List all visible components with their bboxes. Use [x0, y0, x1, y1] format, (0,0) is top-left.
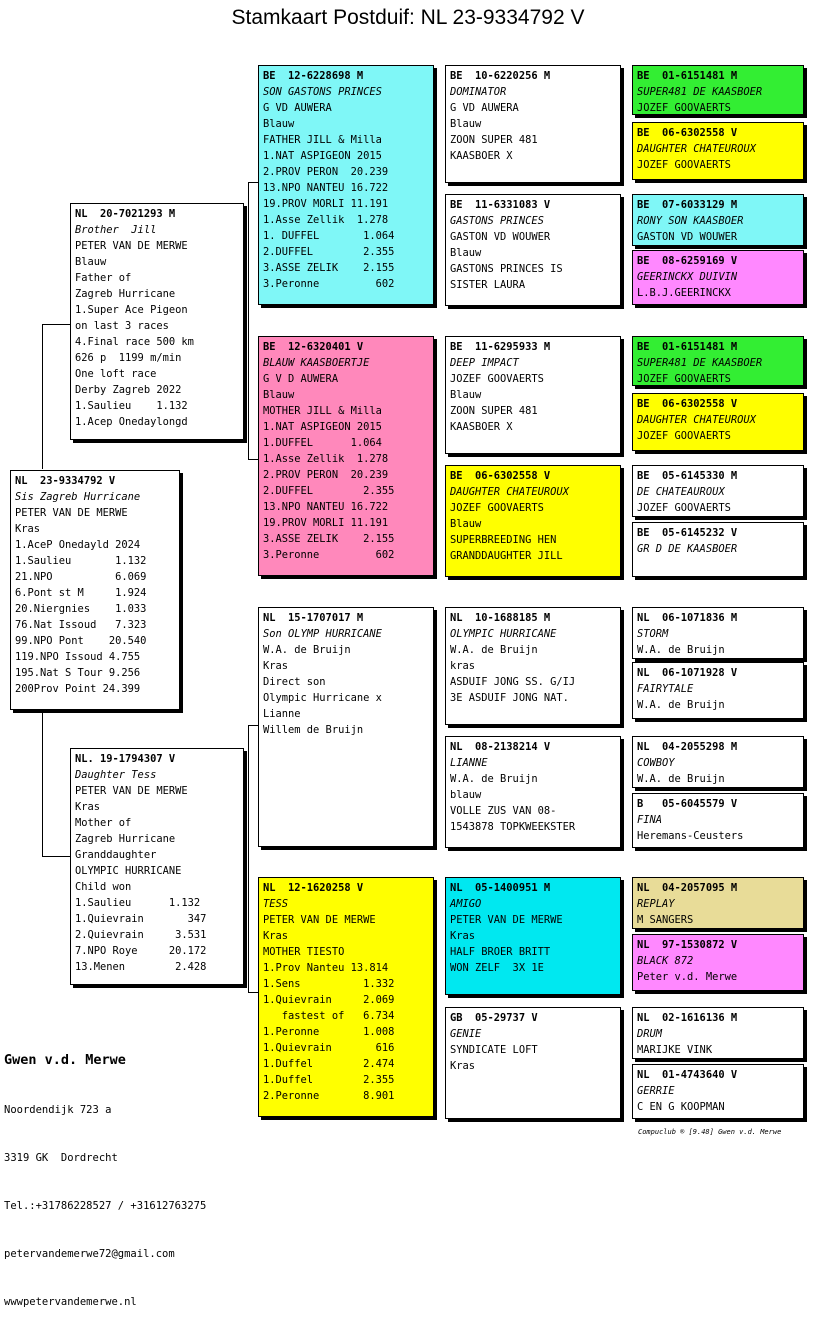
pigeon-name: DRUM [637, 1028, 663, 1040]
pigeon-name: STORM [637, 628, 669, 640]
pigeon-name: DOMINATOR [450, 86, 507, 98]
pedigree-card-mm [258, 877, 434, 1117]
pigeon-info-line: SISTER LAURA [450, 279, 526, 291]
pigeon-info-line: 1.Sens 1.332 [263, 978, 395, 990]
pedigree-card-g15 [632, 1007, 804, 1059]
pedigree-card-g16 [632, 1064, 804, 1119]
pigeon-info-line: 2.Quievrain 3.531 [75, 929, 207, 941]
connector [248, 182, 249, 460]
pigeon-info-line: 2.Peronne 8.901 [263, 1090, 395, 1102]
pigeon-info-line: 1.DUFFEL 1.064 [263, 437, 382, 449]
pigeon-info-line: SUPERBREEDING HEN [450, 534, 557, 546]
ring-number: BE 07-6033129 M [637, 199, 738, 211]
pigeon-info-line: 1.Quievrain 2.069 [263, 994, 395, 1006]
pigeon-name: DAUGHTER CHATEUROUX [637, 414, 756, 426]
pigeon-info-line: 626 p 1199 m/min [75, 352, 182, 364]
pedigree-card-g2 [632, 122, 804, 180]
pigeon-info-line: MOTHER JILL & Milla [263, 405, 382, 417]
pigeon-name: Son OLYMP HURRICANE [263, 628, 382, 640]
pigeon-info-line: WON ZELF 3X 1E [450, 962, 544, 974]
connector [42, 708, 43, 856]
pigeon-info-line: One loft race [75, 368, 157, 380]
pigeon-info-line: ZOON SUPER 481 [450, 134, 538, 146]
pigeon-name: BLAUW KAASBOERTJE [263, 357, 370, 369]
owner-address-line: Noordendijk 723 a [4, 1104, 112, 1116]
pigeon-info-line: 1.Super Ace Pigeon [75, 304, 188, 316]
pigeon-info-line: Mother of [75, 817, 132, 829]
pigeon-info-line: 4.Final race 500 km [75, 336, 194, 348]
pigeon-info-line: 1.Quievrain 347 [75, 913, 207, 925]
pigeon-info-line: Blauw [263, 389, 295, 401]
ring-number: NL 02-1616136 M [637, 1012, 738, 1024]
pigeon-info-line: 119.NPO Issoud 4.755 [15, 651, 141, 663]
connector [248, 725, 258, 726]
connector [42, 324, 43, 469]
pigeon-info-line: MOTHER TIESTO [263, 946, 345, 958]
pigeon-info-line: 13.Menen 2.428 [75, 961, 207, 973]
pigeon-info-line: JOZEF GOOVAERTS [450, 373, 544, 385]
pigeon-info-line: 1.Peronne 1.008 [263, 1026, 395, 1038]
pigeon-info-line: 1.Saulieu 1.132 [15, 555, 147, 567]
pigeon-info-line: 1.Acep Onedaylongd [75, 416, 188, 428]
pedigree-card-fmf [445, 336, 621, 454]
pigeon-info-line: 2.PROV PERON 20.239 [263, 469, 389, 481]
pigeon-info-line: Kras [263, 930, 289, 942]
pigeon-name: COWBOY [637, 757, 675, 769]
pigeon-info-line: 200Prov Point 24.399 [15, 683, 141, 695]
pigeon-name: BLACK 872 [637, 955, 694, 967]
ring-number: NL 05-1400951 M [450, 882, 551, 894]
pigeon-info-line: 1.AceP Onedayld 2024 [15, 539, 141, 551]
ring-number: BE 12-6320401 V [263, 341, 364, 353]
pigeon-info-line: 6.Pont st M 1.924 [15, 587, 147, 599]
pigeon-info-line: Child won [75, 881, 132, 893]
pigeon-name: DE CHATEAUROUX [637, 486, 725, 498]
ring-number: BE 11-6295933 M [450, 341, 551, 353]
pigeon-info-line: GASTON VD WOUWER [637, 231, 738, 243]
pigeon-info-line: 19.PROV MORLI 11.191 [263, 198, 389, 210]
pigeon-name: SON GASTONS PRINCES [263, 86, 382, 98]
pedigree-card-fff [445, 65, 621, 183]
ring-number: NL 01-4743640 V [637, 1069, 738, 1081]
ring-number: BE 01-6151481 M [637, 70, 738, 82]
pigeon-info-line: Zagreb Hurricane [75, 288, 176, 300]
pedigree-card-g6 [632, 393, 804, 451]
ring-number: B 05-6045579 V [637, 798, 738, 810]
pigeon-info-line: JOZEF GOOVAERTS [637, 502, 731, 514]
pigeon-name: OLYMPIC HURRICANE [450, 628, 557, 640]
pigeon-info-line: Kras [450, 930, 476, 942]
pigeon-info-line: Blauw [263, 118, 295, 130]
pedigree-card-g9 [632, 607, 804, 659]
pedigree-card-g10 [632, 662, 804, 719]
pigeon-info-line: ZOON SUPER 481 [450, 405, 538, 417]
pigeon-info-line: JOZEF GOOVAERTS [637, 430, 731, 442]
pedigree-card-fm [258, 336, 434, 576]
pigeon-info-line: MARIJKE VINK [637, 1044, 713, 1056]
pigeon-info-line: W.A. de Bruijn [450, 644, 538, 656]
ring-number: BE 08-6259169 V [637, 255, 738, 267]
pigeon-info-line: HALF BROER BRITT [450, 946, 551, 958]
pedigree-card-father [70, 203, 244, 440]
pigeon-info-line: 1543878 TOPKWEEKSTER [450, 821, 576, 833]
pigeon-info-line: Kras [15, 523, 41, 535]
pigeon-info-line: 7.NPO Roye 20.172 [75, 945, 207, 957]
pigeon-info-line: 3.ASSE ZELIK 2.155 [263, 262, 395, 274]
pigeon-info-line: 1.Saulieu 1.132 [75, 897, 201, 909]
pedigree-card-g3 [632, 194, 804, 246]
pigeon-name: Sis Zagreb Hurricane [15, 491, 141, 503]
pigeon-info-line: 2.PROV PERON 20.239 [263, 166, 389, 178]
footer-credit: Compuclub ® [9.48] Gwen v.d. Merwe [638, 1128, 782, 1136]
pigeon-name: GENIE [450, 1028, 482, 1040]
pigeon-info-line: Willem de Bruijn [263, 724, 364, 736]
connector [248, 182, 258, 183]
ring-number: NL 23-9334792 V [15, 475, 116, 487]
pigeon-info-line: kras [450, 660, 476, 672]
pigeon-info-line: Blauw [450, 247, 482, 259]
pigeon-info-line: on last 3 races [75, 320, 169, 332]
ring-number: BE 12-6228698 M [263, 70, 364, 82]
pigeon-info-line: KAASBOER X [450, 150, 513, 162]
pigeon-info-line: FATHER JILL & Milla [263, 134, 382, 146]
pigeon-info-line: JOZEF GOOVAERTS [450, 502, 544, 514]
pigeon-info-line: GASTONS PRINCES IS [450, 263, 563, 275]
connector [42, 856, 70, 857]
pigeon-info-line: 2.DUFFEL 2.355 [263, 246, 395, 258]
ring-number: BE 06-6302558 V [450, 470, 551, 482]
ring-number: BE 06-6302558 V [637, 127, 738, 139]
pigeon-info-line: 19.PROV MORLI 11.191 [263, 517, 389, 529]
ring-number: NL 04-2055298 M [637, 741, 738, 753]
owner-address-line: 3319 GK Dordrecht [4, 1152, 118, 1164]
pigeon-info-line: Peter v.d. Merwe [637, 971, 738, 983]
pigeon-info-line: 76.Nat Issoud 7.323 [15, 619, 147, 631]
pigeon-info-line: 1.Asse Zellik 1.278 [263, 453, 389, 465]
ring-number: NL. 19-1794307 V [75, 753, 176, 765]
page-title: Stamkaart Postduif: NL 23-9334792 V [231, 6, 585, 29]
pigeon-info-line: 1.NAT ASPIGEON 2015 [263, 150, 382, 162]
pigeon-info-line: 1.NAT ASPIGEON 2015 [263, 421, 382, 433]
pigeon-info-line: PETER VAN DE MERWE [75, 240, 188, 252]
pedigree-card-mother [70, 748, 244, 985]
pigeon-info-line: G VD AUWERA [263, 102, 332, 114]
ring-number: NL 04-2057095 M [637, 882, 738, 894]
pigeon-info-line: 195.Nat S Tour 9.256 [15, 667, 141, 679]
pedigree-card-g13 [632, 877, 804, 929]
pigeon-info-line: PETER VAN DE MERWE [450, 914, 563, 926]
pigeon-info-line: Granddaughter [75, 849, 157, 861]
ring-number: BE 05-6145232 V [637, 527, 738, 539]
ring-number: BE 11-6331083 V [450, 199, 551, 211]
pigeon-info-line: SYNDICATE LOFT [450, 1044, 538, 1056]
ring-number: NL 06-1071928 V [637, 667, 738, 679]
pigeon-name: DAUGHTER CHATEUROUX [637, 143, 756, 155]
pigeon-info-line: KAASBOER X [450, 421, 513, 433]
pigeon-info-line: GASTON VD WOUWER [450, 231, 551, 243]
pigeon-info-line: 1.Duffel 2.474 [263, 1058, 395, 1070]
pigeon-info-line: Kras [450, 1060, 476, 1072]
pigeon-info-line: W.A. de Bruijn [637, 699, 725, 711]
pigeon-name: GEERINCKX DUIVIN [637, 271, 738, 283]
connector [42, 324, 70, 325]
ring-number: BE 05-6145330 M [637, 470, 738, 482]
pigeon-name: DEEP IMPACT [450, 357, 519, 369]
pedigree-card-g4 [632, 250, 804, 305]
pigeon-name: Daughter Tess [75, 769, 157, 781]
owner-block [4, 1018, 206, 1326]
pedigree-card-mmf [445, 877, 621, 995]
pigeon-name: GERRIE [637, 1085, 675, 1097]
ring-number: NL 10-1688185 M [450, 612, 551, 624]
pigeon-info-line: GRANDDAUGHTER JILL [450, 550, 563, 562]
pigeon-info-line: 3E ASDUIF JONG NAT. [450, 692, 569, 704]
pigeon-info-line: Lianne [263, 708, 301, 720]
ring-number: NL 20-7021293 M [75, 208, 176, 220]
pigeon-info-line: 3.ASSE ZELIK 2.155 [263, 533, 395, 545]
ring-number: BE 10-6220256 M [450, 70, 551, 82]
pigeon-info-line: VOLLE ZUS VAN 08- [450, 805, 557, 817]
pigeon-info-line: blauw [450, 789, 482, 801]
pigeon-info-line: JOZEF GOOVAERTS [637, 373, 731, 385]
pedigree-card-mfm [445, 736, 621, 848]
ring-number: NL 06-1071836 M [637, 612, 738, 624]
pigeon-info-line: 3.Peronne 602 [263, 549, 395, 561]
pigeon-name: FAIRYTALE [637, 683, 694, 695]
pigeon-info-line: L.B.J.GEERINCKX [637, 287, 731, 299]
pedigree-card-g7 [632, 465, 804, 517]
pigeon-info-line: 1.Asse Zellik 1.278 [263, 214, 389, 226]
pedigree-card-g8 [632, 522, 804, 577]
pigeon-name: REPLAY [637, 898, 675, 910]
pigeon-name: GR D DE KAASBOER [637, 543, 738, 555]
pedigree-card-g14 [632, 934, 804, 991]
pigeon-info-line: W.A. de Bruijn [263, 644, 351, 656]
pedigree-card-mmm [445, 1007, 621, 1119]
pigeon-info-line: ASDUIF JONG SS. G/IJ [450, 676, 576, 688]
pigeon-info-line: W.A. de Bruijn [450, 773, 538, 785]
pigeon-info-line: Blauw [450, 118, 482, 130]
pigeon-info-line: 3.Peronne 602 [263, 278, 395, 290]
pigeon-info-line: G VD AUWERA [450, 102, 519, 114]
pigeon-info-line: Olympic Hurricane x [263, 692, 382, 704]
pigeon-info-line: OLYMPIC HURRICANE [75, 865, 182, 877]
ring-number: BE 01-6151481 M [637, 341, 738, 353]
pigeon-info-line: PETER VAN DE MERWE [263, 914, 376, 926]
pigeon-info-line: Heremans-Ceusters [637, 830, 744, 842]
ring-number: NL 08-2138214 V [450, 741, 551, 753]
ring-number: NL 97-1530872 V [637, 939, 738, 951]
owner-name: Gwen v.d. Merwe [4, 1052, 126, 1068]
pigeon-info-line: 21.NPO 6.069 [15, 571, 147, 583]
pigeon-info-line: 2.DUFFEL 2.355 [263, 485, 395, 497]
pigeon-info-line: C EN G KOOPMAN [637, 1101, 725, 1113]
ring-number: GB 05-29737 V [450, 1012, 538, 1024]
pedigree-card-subject [10, 470, 180, 710]
owner-email[interactable]: petervandemerwe72@gmail.com [4, 1248, 175, 1260]
pedigree-card-fmm [445, 465, 621, 577]
pigeon-info-line: 99.NPO Pont 20.540 [15, 635, 147, 647]
pigeon-name: RONY SON KAASBOER [637, 215, 744, 227]
owner-phone: Tel.:+31786228527 / +31612763275 [4, 1200, 207, 1212]
pigeon-name: AMIGO [450, 898, 482, 910]
pedigree-card-g12 [632, 793, 804, 848]
pigeon-info-line: Father of [75, 272, 132, 284]
pigeon-info-line: Zagreb Hurricane [75, 833, 176, 845]
pigeon-info-line: JOZEF GOOVAERTS [637, 159, 731, 171]
pigeon-info-line: Blauw [450, 389, 482, 401]
connector [248, 725, 249, 993]
pedigree-card-g1 [632, 65, 804, 115]
connector [248, 459, 258, 460]
pigeon-name: FINA [637, 814, 663, 826]
pigeon-info-line: G V D AUWERA [263, 373, 339, 385]
pigeon-info-line: 1.Duffel 2.355 [263, 1074, 395, 1086]
pigeon-info-line: Kras [75, 801, 101, 813]
pigeon-info-line: PETER VAN DE MERWE [15, 507, 128, 519]
pigeon-info-line: 1.Quievrain 616 [263, 1042, 395, 1054]
pigeon-name: DAUGHTER CHATEUROUX [450, 486, 569, 498]
pigeon-info-line: Direct son [263, 676, 326, 688]
pigeon-info-line: Kras [263, 660, 289, 672]
pigeon-info-line: 13.NPO NANTEU 16.722 [263, 501, 389, 513]
pigeon-name: TESS [263, 898, 289, 910]
pigeon-name: LIANNE [450, 757, 488, 769]
pigeon-info-line: Derby Zagreb 2022 [75, 384, 182, 396]
pigeon-name: GASTONS PRINCES [450, 215, 544, 227]
pigeon-info-line: Blauw [450, 518, 482, 530]
pigeon-name: SUPER481 DE KAASBOER [637, 357, 763, 369]
pedigree-card-ffm [445, 194, 621, 306]
ring-number: BE 06-6302558 V [637, 398, 738, 410]
pigeon-name: Brother Jill [75, 224, 157, 236]
connector [248, 992, 258, 993]
pigeon-info-line: 20.Niergnies 1.033 [15, 603, 147, 615]
pedigree-card-g11 [632, 736, 804, 788]
pigeon-info-line: PETER VAN DE MERWE [75, 785, 188, 797]
pedigree-card-ff [258, 65, 434, 305]
pigeon-info-line: 13.NPO NANTEU 16.722 [263, 182, 389, 194]
pigeon-info-line: W.A. de Bruijn [637, 773, 725, 785]
pigeon-info-line: 1.Saulieu 1.132 [75, 400, 188, 412]
pigeon-name: SUPER481 DE KAASBOER [637, 86, 763, 98]
pigeon-info-line: 1. DUFFEL 1.064 [263, 230, 395, 242]
ring-number: NL 12-1620258 V [263, 882, 364, 894]
pedigree-card-g5 [632, 336, 804, 386]
pigeon-info-line: 1.Prov Nanteu 13.814 [263, 962, 389, 974]
pigeon-info-line: JOZEF GOOVAERTS [637, 102, 731, 114]
pedigree-card-mf [258, 607, 434, 847]
pigeon-info-line: Blauw [75, 256, 107, 268]
owner-website[interactable]: wwwpetervandemerwe.nl [4, 1296, 137, 1308]
ring-number: NL 15-1707017 M [263, 612, 364, 624]
pigeon-info-line: W.A. de Bruijn [637, 644, 725, 656]
pigeon-info-line: fastest of 6.734 [263, 1010, 395, 1022]
pigeon-info-line: M SANGERS [637, 914, 694, 926]
pedigree-card-mff [445, 607, 621, 725]
